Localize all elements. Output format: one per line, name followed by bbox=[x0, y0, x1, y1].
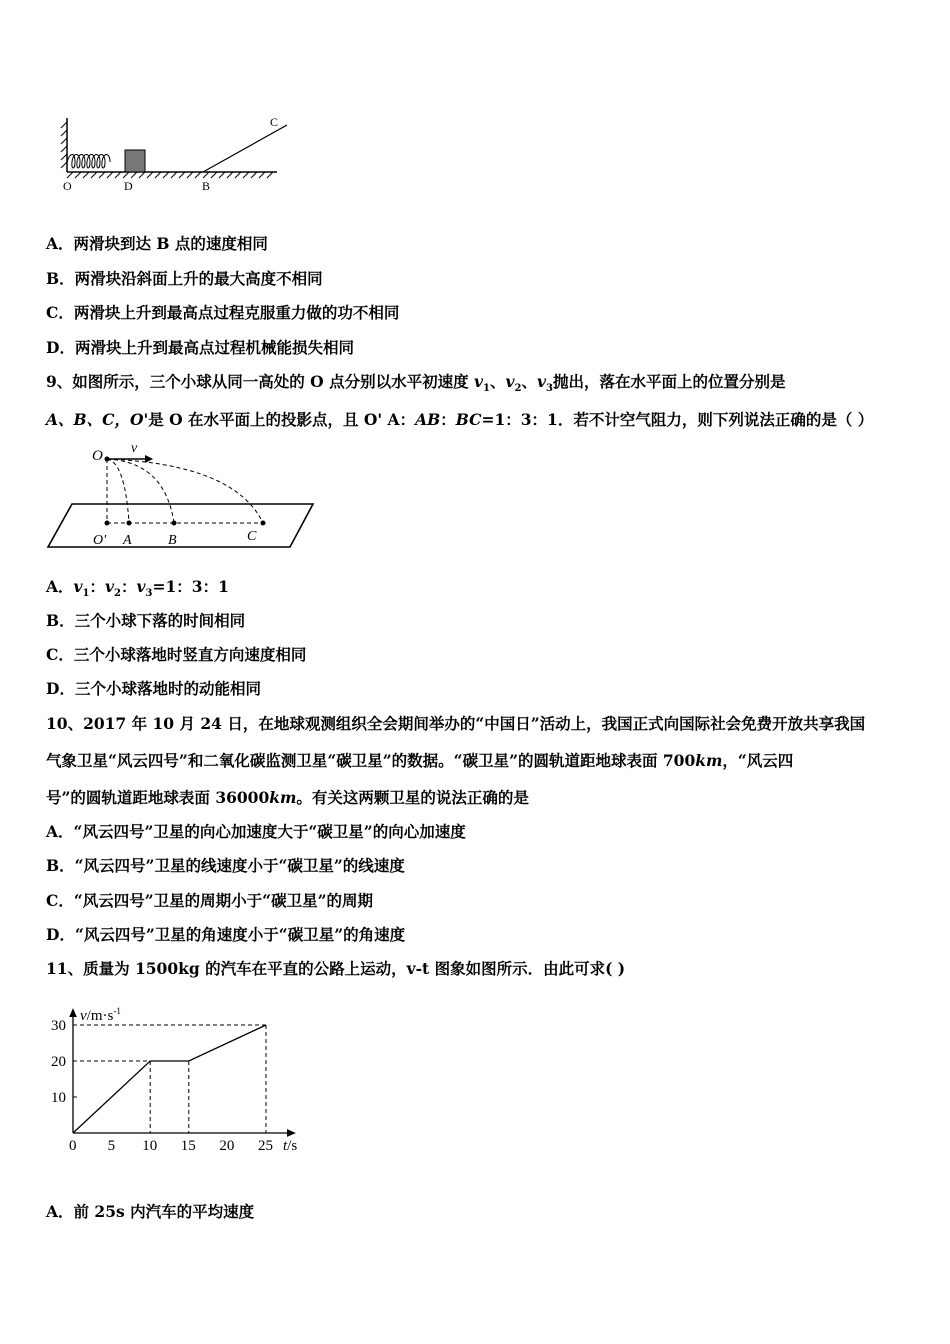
q10-stem-line1: 10、2017 年 10 月 24 日，在地球观测组织全会期间举办的“中国日”活动上，我国正式向国际社会免费开放共享我国 bbox=[46, 714, 866, 733]
vt-chart bbox=[40, 1000, 315, 1160]
q9-stem-line2: A、B、C，O'是 O 在水平面上的投影点，且 O' A：AB：BC=1：3：1．若不计空气阻力，则下列说法正确的是（ ） bbox=[46, 410, 874, 429]
x-axis-label: t/s bbox=[283, 1138, 298, 1154]
label-b: B bbox=[168, 533, 177, 548]
floor-hatch bbox=[83, 172, 89, 178]
label-d: D bbox=[124, 179, 133, 193]
floor-hatch bbox=[235, 172, 241, 178]
floor-hatch bbox=[171, 172, 177, 178]
label-o: O bbox=[92, 448, 103, 464]
q8-option-a: A．两滑块到达 B 点的速度相同 bbox=[46, 234, 268, 253]
floor-hatch bbox=[219, 172, 225, 178]
q8-option-d: D．两滑块上升到最高点过程机械能损失相同 bbox=[46, 338, 354, 357]
spring bbox=[67, 155, 110, 169]
q9-option-c: C．三个小球落地时竖直方向速度相同 bbox=[46, 645, 307, 664]
floor-hatch bbox=[123, 172, 129, 178]
series-line bbox=[73, 1025, 266, 1133]
figure-projectiles bbox=[45, 440, 320, 555]
label-c: C bbox=[247, 529, 257, 544]
q8-option-c: C．两滑块上升到最高点过程克服重力做的功不相同 bbox=[46, 303, 400, 322]
floor-hatch bbox=[211, 172, 217, 178]
floor-hatch bbox=[91, 172, 97, 178]
y-tick-label: 30 bbox=[51, 1018, 66, 1034]
x-tick-label: 25 bbox=[258, 1138, 273, 1154]
floor-hatch bbox=[75, 172, 81, 178]
y-tick-label: 10 bbox=[51, 1090, 66, 1106]
label-a: A bbox=[123, 533, 132, 548]
q9-option-d: D．三个小球落地时的动能相同 bbox=[46, 679, 261, 698]
figure-spring-incline bbox=[55, 110, 295, 200]
floor-hatch bbox=[163, 172, 169, 178]
floor-hatch bbox=[99, 172, 105, 178]
q10-stem-line2: 气象卫星“风云四号”和二氧化碳监测卫星“碳卫星”的数据。“碳卫星”的圆轨道距地球表面 700km，“风云四 bbox=[46, 751, 794, 770]
floor-hatch bbox=[251, 172, 257, 178]
floor-hatch bbox=[107, 172, 113, 178]
x-tick-label: 0 bbox=[69, 1138, 77, 1154]
label-v: v bbox=[131, 441, 138, 456]
label-c: C bbox=[270, 115, 279, 129]
floor-hatch bbox=[187, 172, 193, 178]
floor-hatch bbox=[147, 172, 153, 178]
label-o: O bbox=[63, 179, 72, 193]
x-tick-label: 10 bbox=[142, 1138, 158, 1154]
q10-option-d: D．“风云四号”卫星的角速度小于“碳卫星”的角速度 bbox=[46, 925, 406, 944]
q10-option-c: C．“风云四号”卫星的周期小于“碳卫星”的周期 bbox=[46, 891, 374, 910]
q10-stem-line3: 号”的圆轨道距地球表面 36000km。有关这两颗卫星的说法正确的是 bbox=[46, 788, 529, 807]
floor-hatch bbox=[131, 172, 137, 178]
label-b: B bbox=[202, 179, 211, 193]
floor-hatch bbox=[267, 172, 273, 178]
y-tick-label: 20 bbox=[51, 1054, 66, 1070]
floor-hatch bbox=[139, 172, 145, 178]
x-tick-label: 5 bbox=[107, 1138, 116, 1154]
label-o-prime: O' bbox=[93, 533, 107, 548]
floor-hatch bbox=[203, 172, 209, 178]
floor-hatch bbox=[179, 172, 185, 178]
q8-option-b: B．两滑块沿斜面上升的最大高度不相同 bbox=[46, 269, 323, 288]
q10-option-b: B．“风云四号”卫星的线速度小于“碳卫星”的线速度 bbox=[46, 856, 405, 875]
q10-option-a: A．“风云四号”卫星的向心加速度大于“碳卫星”的向心加速度 bbox=[46, 822, 466, 841]
q9-stem-line1: 9、如图所示，三个小球从同一高处的 O 点分别以水平初速度 $v_1$、$v_2$、$v_3$抛出，落在水平面上的位置分别是 bbox=[46, 372, 786, 395]
q11-stem: 11、质量为 1500kg 的汽车在平直的公路上运动，v-t 图象如图所示．由此可求( ) bbox=[46, 959, 626, 978]
x-tick-label: 15 bbox=[180, 1138, 196, 1154]
y-axis-label: $v/m\cdot s^{-1}$ bbox=[80, 1006, 121, 1024]
floor-hatch bbox=[227, 172, 233, 178]
q11-option-a: A．前 25s 内汽车的平均速度 bbox=[46, 1202, 255, 1221]
q9-option-a: A．$v_1$：$v_2$：$v_3=1$：3：1 bbox=[46, 577, 229, 600]
floor-hatch bbox=[115, 172, 121, 178]
q9-option-b: B．三个小球下落的时间相同 bbox=[46, 611, 246, 630]
floor-hatch bbox=[155, 172, 161, 178]
block bbox=[125, 150, 145, 172]
x-tick-label: 20 bbox=[219, 1138, 235, 1154]
floor-hatch bbox=[195, 172, 201, 178]
floor-hatch bbox=[67, 172, 73, 178]
floor-hatch bbox=[259, 172, 265, 178]
floor-hatch bbox=[243, 172, 249, 178]
